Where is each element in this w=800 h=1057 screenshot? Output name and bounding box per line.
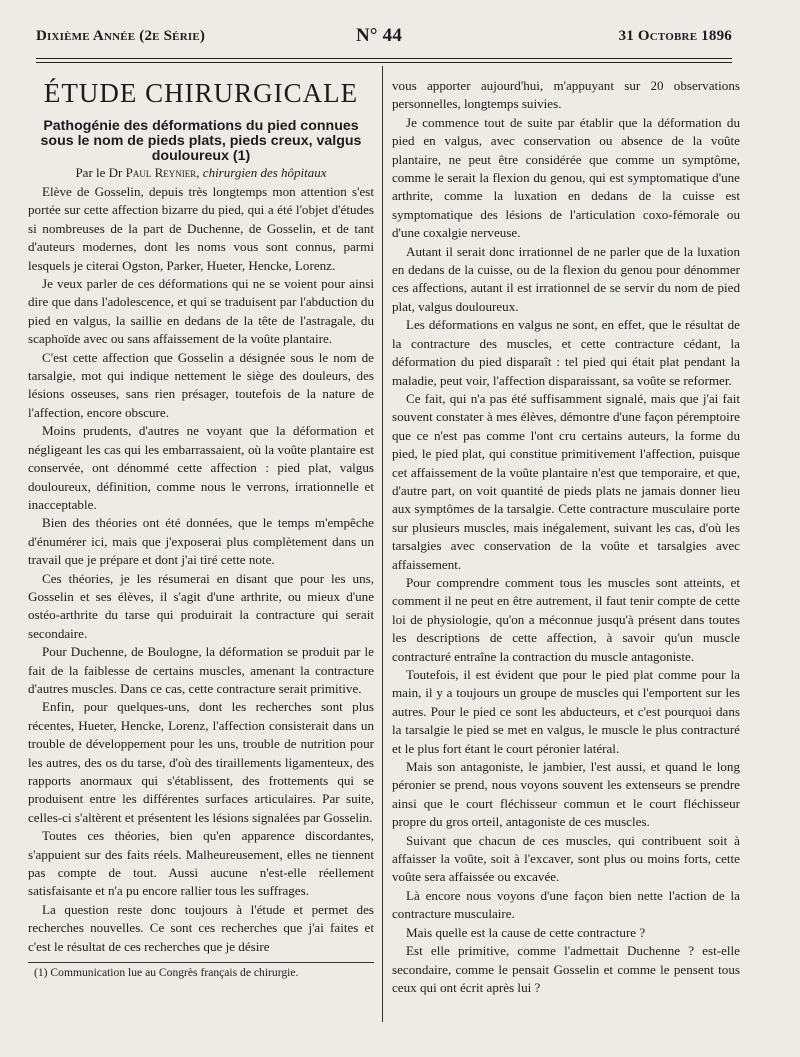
- column-divider: [382, 66, 383, 1022]
- paragraph: Est elle primitive, comme l'admettait Duchenne ? est-elle secondaire, comme le pensait Gosselin et comme le pensent tous ceux qui ont écrit après lui ?: [392, 943, 740, 995]
- paragraph: Là encore nous voyons d'une façon bien nette l'action de la contracture musculaire.: [392, 887, 740, 922]
- paragraph: Autant il serait donc irrationnel de ne parler que de la luxation en dedans de la cuisse, ou de la flexion du genou pour dénommer ces affections, autant il est irrationnel de se servir du nom de pied plat, valgus douloureux.: [392, 243, 740, 314]
- paragraph: La question reste donc toujours à l'étude et permet des recherches nouvelles. Ce sont ces recherches que j'ai faites et c'est le résultat de ces recherches que je désire: [28, 901, 374, 954]
- author-name: Paul Reynier: [125, 165, 197, 180]
- header-volume: Dixième Année (2e Série): [36, 28, 206, 44]
- paragraph: Elève de Gosselin, depuis très longtemps mon attention s'est portée sur cette affection bizarre du pied, qui a été l'objet d'études si nombreuses de la part de Duchenne, de Gosselin, et de tant d'auteurs modernes, dont les noms vous sont connus, parmi lesquels je citerai Ogston, Parker, Hueter, Hencke, Lorenz.: [28, 184, 374, 273]
- paragraph: Je commence tout de suite par établir que la déformation du pied en valgus, avec conservation ou absence de la voûte plantaire, ne peut être considérée que comme un symptôme, comme le serait la flexion du genou, qui est symptomatique d'une arthrite, comme la luxation en dedans de la cuisse est symptomatique des lésions de l'articulation coxo-fémorale ou d'une coxalgie nerveuse.: [392, 114, 740, 241]
- article-author: [28, 165, 374, 181]
- header-rule: [36, 58, 732, 63]
- paragraph: Mais quelle est la cause de cette contracture ?: [406, 924, 646, 940]
- paragraph: C'est cette affection que Gosselin a désignée sous le nom de tarsalgie, mot qui indique nettement le siège des douleurs, des lésions osseuses, sans rien présager, toutefois de la nature de l'affection, encore obscure.: [28, 349, 374, 420]
- paragraph: Ce fait, qui n'a pas été suffisamment signalé, mais que j'ai fait souvent constater à mes élèves, démontre d'une façon péremptoire que ce n'est pas comme l'ont cru certains auteurs, la forme du pied, le pied plat, qui constitue primitivement l'affection, puisque cet affaissement de la voûte plantaire n'est que temporaire, et que, d'autre part, on voit quantité de pieds plats ne jamais donner lieu aux symptômes de la tarsalgie. Cette contracture musculaire porte sur plusieurs muscles, mais inégalement, suivant les cas, d'où les tarsalgies avec conservation de la voûte et tarsalgies avec affaissement.: [392, 390, 740, 572]
- article-title: ÉTUDE CHIRURGICALE: [43, 78, 359, 108]
- author-role: , chirurgien des hôpitaux: [196, 165, 327, 180]
- paragraph: Enfin, pour quelques-uns, dont les recherches sont plus récentes, Hueter, Hencke, Lorenz, l'affection consisterait dans un trouble de développement pour les uns, trouble de nutrition pour les autres, des os du tarse, d'où des tiraillements ligamenteux, des rapports anormaux qui s'établissent, des frottements qui se produisent entre les différentes surfaces articulaires. Par suite, celles-ci s'altèrent et présentent les lésions signalées par Gosselin.: [28, 699, 374, 825]
- paragraph: vous apporter aujourd'hui, m'appuyant sur 20 observations personnelles, longtemps suivies.: [392, 78, 740, 112]
- paragraph: Pour Duchenne, de Boulogne, la déformation se produit par le fait de la faiblesse de certains muscles, amenant la contracture d'autres muscles. Dans ce cas, cette contracture serait primitive.: [28, 644, 374, 696]
- footnote: (1) Communication lue au Congrès français de chirurgie.: [34, 966, 299, 980]
- left-column: [28, 70, 374, 980]
- header-date: 31 Octobre 1896: [618, 28, 732, 44]
- paragraph: Les déformations en valgus ne sont, en effet, que le résultat de la contracture des muscles, et cette contracture cédant, la déformation du pied disparaît : tel pied qui était plat pendant la maladie, peut voir, l'affection disparaissant, sa voûte se reformer.: [392, 317, 740, 388]
- header-issue-number: N° 44: [356, 25, 403, 46]
- author-prefix: Par le Dr: [75, 165, 126, 180]
- right-column: [392, 77, 740, 997]
- article-subtitle: Pathogénie des déformations du pied connues sous le nom de pieds plats, pieds creux, valgus douloureux (1): [40, 118, 362, 164]
- page-header: [36, 25, 732, 50]
- paragraph: Toutefois, il est évident que pour le pied plat comme pour la main, il y a toujours un groupe de muscles qui l'emportent sur les autres. Pour le pied ce sont les abducteurs, et c'est pourquoi dans la tarsalgie le pied se met en valgus, le muscle le plus contracturé et le plus fort étant le court péronier latéral.: [392, 667, 740, 756]
- paragraph: Je veux parler de ces déformations qui ne se voient pour ainsi dire que dans l'adolescence, et qui se traduisent par l'abduction du pied en valgus, la saillie en dedans de la tête de l'astragale, du scaphoïde avec ou sans affaissement de la voûte plantaire.: [28, 276, 374, 347]
- paragraph: Bien des théories ont été données, que le temps m'empêche d'énumérer ici, mais que j'exposerai plus complètement dans un travail que je prépare et dont j'ai tiré cette note.: [28, 515, 374, 568]
- paragraph: Pour comprendre comment tous les muscles sont atteints, et comment il ne peut en être autrement, il faut tenir compte de cette loi de physiologie, qu'on a méconnue jusqu'à présent dans toutes les descriptions de cette affection, à savoir qu'un muscle contracturé entraîne la contraction du muscle antagoniste.: [392, 574, 740, 664]
- paragraph: Suivant que chacun de ces muscles, qui contribuent soit à affaisser la voûte, soit à l'excaver, sont plus ou moins forts, cette voûte sera affaissée ou excavée.: [392, 832, 740, 885]
- paragraph: Mais son antagoniste, le jambier, l'est aussi, et quand le long péronier se prend, nous voyons souvent les extenseurs se prendre ainsi que le court fléchisseur commun et le court fléchisseur propre du gros orteil, antagoniste de ces muscles.: [392, 759, 740, 830]
- paragraph: Ces théories, je les résumerai en disant que pour les uns, Gosselin et ses élèves, il s'agit d'une arthrite, ou mieux d'une ostéo-arthrite du tarse qui produirait la contracture qui serait secondaire.: [28, 570, 374, 641]
- footnote-rule: [28, 962, 374, 963]
- paragraph: Toutes ces théories, bien qu'en apparence discordantes, s'appuient sur des faits réels. Malheureusement, elles ne tiennent pas compte de tout. Aussi aucune n'est-elle réellement satisfaisante et n'a pu encore rallier tous les suffrages.: [28, 828, 374, 899]
- paragraph: Moins prudents, d'autres ne voyant que la déformation et négligeant les cas qui les embarrassaient, où la voûte plantaire est conservée, ont dénommé cette affection : pied plat, valgus douloureux, définition, comme nous le verrons, irrationnelle et inacceptable.: [28, 423, 374, 512]
